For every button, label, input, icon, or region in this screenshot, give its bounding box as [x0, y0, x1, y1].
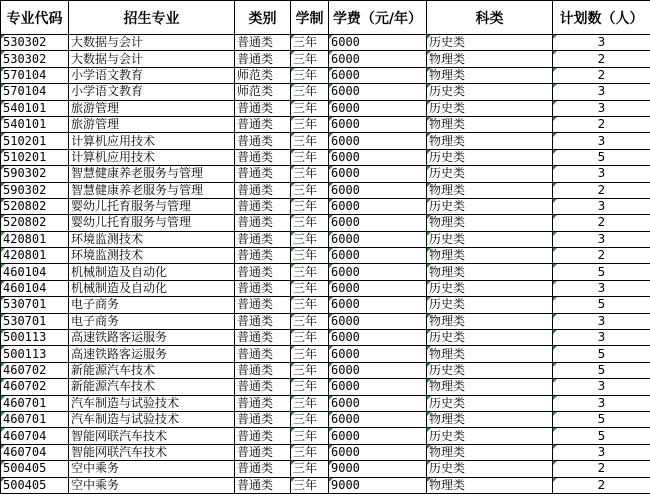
cell-duration[interactable]: 三年: [291, 313, 329, 329]
cell-subject-track[interactable]: 物理类: [427, 444, 553, 460]
cell-major-name[interactable]: 新能源汽车技术: [69, 379, 235, 395]
cell-tuition[interactable]: 6000: [329, 100, 427, 116]
cell-duration[interactable]: 三年: [291, 411, 329, 427]
table-row: [1, 198, 650, 214]
cell-tuition[interactable]: 6000: [329, 330, 427, 346]
cell-category[interactable]: 普通类: [235, 100, 291, 116]
cell-major-name[interactable]: 机械制造及自动化: [69, 280, 235, 296]
table-row: [1, 100, 650, 116]
cell-major-code[interactable]: 500405: [1, 477, 69, 493]
cell-major-name[interactable]: 高速铁路客运服务: [69, 330, 235, 346]
cell-major-name[interactable]: 汽车制造与试验技术: [69, 411, 235, 427]
cell-duration[interactable]: 三年: [291, 166, 329, 182]
cell-plan-count[interactable]: 5: [553, 428, 650, 444]
cell-major-name[interactable]: 婴幼儿托育服务与管理: [69, 198, 235, 214]
cell-category[interactable]: 普通类: [235, 133, 291, 149]
cell-category[interactable]: 普通类: [235, 297, 291, 313]
cell-tuition[interactable]: 6000: [329, 215, 427, 231]
cell-plan-count[interactable]: 3: [553, 313, 650, 329]
table-row: [1, 248, 650, 264]
cell-duration[interactable]: 三年: [291, 461, 329, 477]
cell-category[interactable]: 普通类: [235, 149, 291, 165]
cell-major-code[interactable]: 590302: [1, 182, 69, 198]
cell-tuition[interactable]: 6000: [329, 133, 427, 149]
cell-major-name[interactable]: 计算机应用技术: [69, 149, 235, 165]
cell-major-code[interactable]: 530701: [1, 313, 69, 329]
table-body: [1, 35, 650, 494]
cell-subject-track[interactable]: 历史类: [427, 166, 553, 182]
cell-duration[interactable]: 三年: [291, 182, 329, 198]
cell-duration[interactable]: 三年: [291, 149, 329, 165]
cell-subject-track[interactable]: 历史类: [427, 461, 553, 477]
cell-plan-count[interactable]: 3: [553, 166, 650, 182]
cell-tuition[interactable]: 6000: [329, 67, 427, 83]
cell-tuition[interactable]: 6000: [329, 444, 427, 460]
cell-tuition[interactable]: 6000: [329, 35, 427, 51]
cell-tuition[interactable]: 6000: [329, 313, 427, 329]
cell-duration[interactable]: 三年: [291, 477, 329, 493]
cell-plan-count[interactable]: 3: [553, 231, 650, 247]
cell-major-name[interactable]: 电子商务: [69, 297, 235, 313]
cell-major-code[interactable]: 460702: [1, 379, 69, 395]
cell-plan-count[interactable]: 5: [553, 411, 650, 427]
cell-duration[interactable]: 三年: [291, 100, 329, 116]
cell-category[interactable]: 普通类: [235, 264, 291, 280]
cell-plan-count[interactable]: 3: [553, 100, 650, 116]
cell-plan-count[interactable]: 2: [553, 477, 650, 493]
table-row: [1, 330, 650, 346]
cell-major-name[interactable]: 环境监测技术: [69, 231, 235, 247]
cell-duration[interactable]: 三年: [291, 362, 329, 378]
table-row: [1, 116, 650, 132]
cell-subject-track[interactable]: 物理类: [427, 133, 553, 149]
table-row: [1, 149, 650, 165]
cell-tuition[interactable]: 6000: [329, 231, 427, 247]
cell-category[interactable]: 普通类: [235, 231, 291, 247]
cell-category[interactable]: 普通类: [235, 198, 291, 214]
cell-subject-track[interactable]: 历史类: [427, 297, 553, 313]
cell-major-name[interactable]: 环境监测技术: [69, 248, 235, 264]
cell-plan-count[interactable]: 3: [553, 330, 650, 346]
cell-subject-track[interactable]: 历史类: [427, 231, 553, 247]
cell-tuition[interactable]: 6000: [329, 428, 427, 444]
cell-plan-count[interactable]: 2: [553, 182, 650, 198]
cell-duration[interactable]: 三年: [291, 428, 329, 444]
cell-subject-track[interactable]: 物理类: [427, 182, 553, 198]
cell-tuition[interactable]: 6000: [329, 149, 427, 165]
cell-major-code[interactable]: 530701: [1, 297, 69, 313]
cell-major-name[interactable]: 智慧健康养老服务与管理: [69, 182, 235, 198]
cell-duration[interactable]: 三年: [291, 346, 329, 362]
cell-major-code[interactable]: 500113: [1, 330, 69, 346]
cell-category[interactable]: 普通类: [235, 346, 291, 362]
cell-tuition[interactable]: 6000: [329, 411, 427, 427]
cell-duration[interactable]: 三年: [291, 67, 329, 83]
cell-plan-count[interactable]: 5: [553, 362, 650, 378]
cell-major-code[interactable]: 520802: [1, 215, 69, 231]
cell-subject-track[interactable]: 物理类: [427, 411, 553, 427]
cell-plan-count[interactable]: 3: [553, 444, 650, 460]
header-major-code[interactable]: 专业代码: [1, 1, 69, 35]
cell-subject-track[interactable]: 历史类: [427, 428, 553, 444]
cell-subject-track[interactable]: 历史类: [427, 198, 553, 214]
header-plan-count[interactable]: 计划数（人）: [553, 1, 650, 35]
table-row: [1, 461, 650, 477]
header-tuition[interactable]: 学费（元/年）: [329, 1, 427, 35]
cell-duration[interactable]: 三年: [291, 248, 329, 264]
cell-major-name[interactable]: 智能网联汽车技术: [69, 428, 235, 444]
cell-plan-count[interactable]: 5: [553, 297, 650, 313]
table-row: [1, 346, 650, 362]
cell-major-name[interactable]: 小学语文教育: [69, 67, 235, 83]
cell-subject-track[interactable]: 物理类: [427, 67, 553, 83]
table-row: [1, 362, 650, 378]
cell-plan-count[interactable]: 3: [553, 379, 650, 395]
table-row: [1, 280, 650, 296]
cell-plan-count[interactable]: 3: [553, 84, 650, 100]
table-row: [1, 215, 650, 231]
cell-major-name[interactable]: 小学语文教育: [69, 84, 235, 100]
cell-plan-count[interactable]: 5: [553, 264, 650, 280]
cell-duration[interactable]: 三年: [291, 395, 329, 411]
cell-major-name[interactable]: 空中乘务: [69, 477, 235, 493]
cell-category[interactable]: 师范类: [235, 67, 291, 83]
cell-duration[interactable]: 三年: [291, 231, 329, 247]
header-category[interactable]: 类别: [235, 1, 291, 35]
cell-category[interactable]: 普通类: [235, 166, 291, 182]
cell-plan-count[interactable]: 2: [553, 215, 650, 231]
cell-duration[interactable]: 三年: [291, 264, 329, 280]
cell-plan-count[interactable]: 2: [553, 248, 650, 264]
cell-major-name[interactable]: 大数据与会计: [69, 51, 235, 67]
cell-major-code[interactable]: 420801: [1, 248, 69, 264]
table-row: [1, 379, 650, 395]
cell-major-name[interactable]: 旅游管理: [69, 116, 235, 132]
cell-plan-count[interactable]: 3: [553, 35, 650, 51]
cell-major-code[interactable]: 510201: [1, 149, 69, 165]
cell-subject-track[interactable]: 物理类: [427, 51, 553, 67]
table-row: [1, 444, 650, 460]
cell-major-code[interactable]: 570104: [1, 84, 69, 100]
cell-major-name[interactable]: 新能源汽车技术: [69, 362, 235, 378]
cell-major-code[interactable]: 460104: [1, 280, 69, 296]
cell-category[interactable]: 普通类: [235, 313, 291, 329]
cell-subject-track[interactable]: 物理类: [427, 477, 553, 493]
cell-plan-count[interactable]: 3: [553, 395, 650, 411]
cell-category[interactable]: 普通类: [235, 116, 291, 132]
cell-category[interactable]: 师范类: [235, 84, 291, 100]
cell-category[interactable]: 普通类: [235, 461, 291, 477]
cell-plan-count[interactable]: 2: [553, 461, 650, 477]
cell-category[interactable]: 普通类: [235, 215, 291, 231]
cell-major-code[interactable]: 500113: [1, 346, 69, 362]
table-row: [1, 477, 650, 493]
cell-tuition[interactable]: 6000: [329, 362, 427, 378]
table-row: [1, 182, 650, 198]
cell-subject-track[interactable]: 历史类: [427, 35, 553, 51]
cell-subject-track[interactable]: 历史类: [427, 149, 553, 165]
cell-category[interactable]: 普通类: [235, 51, 291, 67]
cell-subject-track[interactable]: 物理类: [427, 215, 553, 231]
cell-major-code[interactable]: 590302: [1, 166, 69, 182]
cell-tuition[interactable]: 6000: [329, 280, 427, 296]
cell-subject-track[interactable]: 物理类: [427, 346, 553, 362]
cell-major-code[interactable]: 420801: [1, 231, 69, 247]
cell-plan-count[interactable]: 2: [553, 67, 650, 83]
cell-plan-count[interactable]: 3: [553, 198, 650, 214]
header-subject-track[interactable]: 科类: [427, 1, 553, 35]
cell-category[interactable]: 普通类: [235, 444, 291, 460]
cell-duration[interactable]: 三年: [291, 35, 329, 51]
cell-major-code[interactable]: 510201: [1, 133, 69, 149]
cell-major-name[interactable]: 智慧健康养老服务与管理: [69, 166, 235, 182]
table-header: [1, 1, 650, 35]
cell-duration[interactable]: 三年: [291, 215, 329, 231]
cell-category[interactable]: 普通类: [235, 248, 291, 264]
cell-category[interactable]: 普通类: [235, 330, 291, 346]
table-row: [1, 264, 650, 280]
cell-subject-track[interactable]: 历史类: [427, 84, 553, 100]
table-row: [1, 51, 650, 67]
cell-duration[interactable]: 三年: [291, 444, 329, 460]
table-row: [1, 297, 650, 313]
cell-subject-track[interactable]: 物理类: [427, 379, 553, 395]
cell-category[interactable]: 普通类: [235, 428, 291, 444]
cell-tuition[interactable]: 6000: [329, 346, 427, 362]
cell-category[interactable]: 普通类: [235, 411, 291, 427]
cell-duration[interactable]: 三年: [291, 84, 329, 100]
cell-category[interactable]: 普通类: [235, 280, 291, 296]
cell-category[interactable]: 普通类: [235, 395, 291, 411]
cell-duration[interactable]: 三年: [291, 198, 329, 214]
cell-tuition[interactable]: 6000: [329, 379, 427, 395]
cell-major-name[interactable]: 婴幼儿托育服务与管理: [69, 215, 235, 231]
header-row: [1, 1, 650, 35]
cell-subject-track[interactable]: 历史类: [427, 100, 553, 116]
cell-subject-track[interactable]: 历史类: [427, 395, 553, 411]
cell-tuition[interactable]: 6000: [329, 248, 427, 264]
cell-subject-track[interactable]: 历史类: [427, 280, 553, 296]
cell-major-code[interactable]: 530302: [1, 35, 69, 51]
cell-major-name[interactable]: 电子商务: [69, 313, 235, 329]
table-row: [1, 133, 650, 149]
cell-tuition[interactable]: 6000: [329, 264, 427, 280]
cell-plan-count[interactable]: 2: [553, 116, 650, 132]
cell-major-name[interactable]: 智能网联汽车技术: [69, 444, 235, 460]
cell-major-code[interactable]: 540101: [1, 100, 69, 116]
cell-major-code[interactable]: 530302: [1, 51, 69, 67]
cell-category[interactable]: 普通类: [235, 35, 291, 51]
cell-category[interactable]: 普通类: [235, 362, 291, 378]
cell-major-code[interactable]: 460704: [1, 428, 69, 444]
cell-duration[interactable]: 三年: [291, 379, 329, 395]
cell-subject-track[interactable]: 历史类: [427, 362, 553, 378]
cell-duration[interactable]: 三年: [291, 116, 329, 132]
cell-subject-track[interactable]: 历史类: [427, 330, 553, 346]
cell-tuition[interactable]: 6000: [329, 51, 427, 67]
cell-duration[interactable]: 三年: [291, 330, 329, 346]
cell-plan-count[interactable]: 3: [553, 280, 650, 296]
table-row: [1, 166, 650, 182]
table-row: [1, 67, 650, 83]
cell-tuition[interactable]: 6000: [329, 116, 427, 132]
cell-major-name[interactable]: 高速铁路客运服务: [69, 346, 235, 362]
cell-tuition[interactable]: 6000: [329, 198, 427, 214]
cell-category[interactable]: 普通类: [235, 379, 291, 395]
cell-major-name[interactable]: 计算机应用技术: [69, 133, 235, 149]
cell-major-code[interactable]: 520802: [1, 198, 69, 214]
cell-major-code[interactable]: 540101: [1, 116, 69, 132]
cell-duration[interactable]: 三年: [291, 51, 329, 67]
cell-major-name[interactable]: 机械制造及自动化: [69, 264, 235, 280]
cell-subject-track[interactable]: 物理类: [427, 248, 553, 264]
cell-plan-count[interactable]: 3: [553, 133, 650, 149]
header-major-name[interactable]: 招生专业: [69, 1, 235, 35]
table-row: [1, 313, 650, 329]
cell-category[interactable]: 普通类: [235, 182, 291, 198]
cell-tuition[interactable]: 9000: [329, 477, 427, 493]
table-row: [1, 231, 650, 247]
cell-major-code[interactable]: 500405: [1, 461, 69, 477]
cell-tuition[interactable]: 6000: [329, 395, 427, 411]
cell-duration[interactable]: 三年: [291, 280, 329, 296]
cell-tuition[interactable]: 9000: [329, 461, 427, 477]
cell-major-code[interactable]: 570104: [1, 67, 69, 83]
table-row: [1, 84, 650, 100]
cell-plan-count[interactable]: 5: [553, 346, 650, 362]
cell-duration[interactable]: 三年: [291, 133, 329, 149]
cell-tuition[interactable]: 6000: [329, 297, 427, 313]
cell-subject-track[interactable]: 物理类: [427, 116, 553, 132]
cell-plan-count[interactable]: 2: [553, 51, 650, 67]
cell-tuition[interactable]: 6000: [329, 166, 427, 182]
cell-tuition[interactable]: 6000: [329, 84, 427, 100]
cell-major-code[interactable]: 460104: [1, 264, 69, 280]
cell-duration[interactable]: 三年: [291, 297, 329, 313]
cell-major-name[interactable]: 大数据与会计: [69, 35, 235, 51]
table-row: [1, 411, 650, 427]
cell-major-name[interactable]: 旅游管理: [69, 100, 235, 116]
cell-category[interactable]: 普通类: [235, 477, 291, 493]
cell-major-code[interactable]: 460701: [1, 395, 69, 411]
cell-major-code[interactable]: 460701: [1, 411, 69, 427]
cell-major-name[interactable]: 空中乘务: [69, 461, 235, 477]
cell-major-code[interactable]: 460702: [1, 362, 69, 378]
table-row: [1, 428, 650, 444]
cell-major-code[interactable]: 460704: [1, 444, 69, 460]
cell-plan-count[interactable]: 5: [553, 149, 650, 165]
cell-subject-track[interactable]: 物理类: [427, 313, 553, 329]
cell-subject-track[interactable]: 物理类: [427, 264, 553, 280]
cell-major-name[interactable]: 汽车制造与试验技术: [69, 395, 235, 411]
cell-tuition[interactable]: 6000: [329, 182, 427, 198]
table-row: [1, 395, 650, 411]
table-row: [1, 35, 650, 51]
header-duration[interactable]: 学制: [291, 1, 329, 35]
